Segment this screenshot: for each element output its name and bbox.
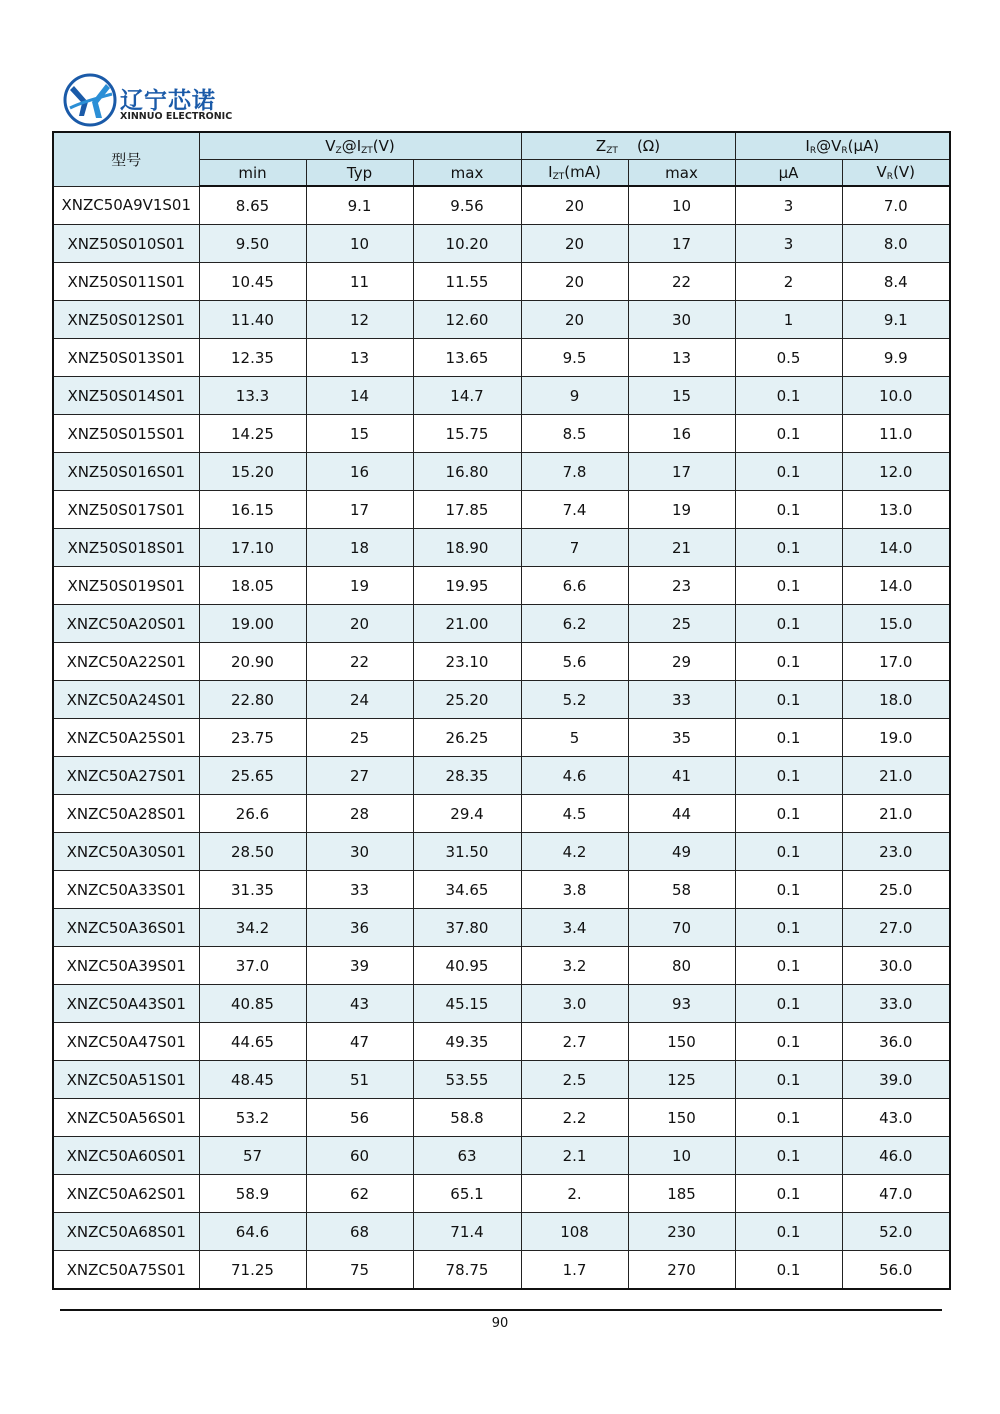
- cell-ir: 0.1: [735, 377, 842, 415]
- table-row: [53, 871, 950, 909]
- cell-vz-typ: 39: [306, 947, 413, 985]
- table-row: [53, 301, 950, 339]
- cell-vz-min: 13.3: [199, 377, 306, 415]
- cell-vr: 21.0: [842, 757, 950, 795]
- cell-vz-max: 29.4: [413, 795, 521, 833]
- cell-vr: 12.0: [842, 453, 950, 491]
- cell-ir: 0.1: [735, 1099, 842, 1137]
- cell-ir: 0.1: [735, 681, 842, 719]
- cell-vz-min: 15.20: [199, 453, 306, 491]
- cell-vz-min: 26.6: [199, 795, 306, 833]
- cell-ir: 0.1: [735, 529, 842, 567]
- cell-vz-max: 37.80: [413, 909, 521, 947]
- cell-model: XNZ50S010S01: [53, 225, 199, 263]
- cell-model: XNZ50S014S01: [53, 377, 199, 415]
- cell-vz-min: 8.65: [199, 186, 306, 225]
- cell-vr: 33.0: [842, 985, 950, 1023]
- logo-chinese-name: 辽宁芯诺: [120, 88, 216, 114]
- cell-zzt-max: 25: [628, 605, 735, 643]
- cell-vz-max: 16.80: [413, 453, 521, 491]
- cell-zzt-max: 70: [628, 909, 735, 947]
- header-model: 型号: [53, 132, 199, 186]
- cell-izt: 3.8: [521, 871, 628, 909]
- table-row: [53, 377, 950, 415]
- cell-model: XNZ50S018S01: [53, 529, 199, 567]
- cell-izt: 6.2: [521, 605, 628, 643]
- cell-zzt-max: 22: [628, 263, 735, 301]
- cell-model: XNZC50A62S01: [53, 1175, 199, 1213]
- cell-model: XNZC50A51S01: [53, 1061, 199, 1099]
- cell-vz-typ: 43: [306, 985, 413, 1023]
- cell-model: XNZC50A60S01: [53, 1137, 199, 1175]
- cell-vz-typ: 75: [306, 1251, 413, 1290]
- cell-ir: 3: [735, 225, 842, 263]
- cell-zzt-max: 41: [628, 757, 735, 795]
- cell-vz-max: 31.50: [413, 833, 521, 871]
- cell-izt: 6.6: [521, 567, 628, 605]
- cell-model: XNZ50S016S01: [53, 453, 199, 491]
- cell-ir: 0.1: [735, 491, 842, 529]
- cell-model: XNZC50A22S01: [53, 643, 199, 681]
- cell-ir: 0.1: [735, 757, 842, 795]
- cell-zzt-max: 44: [628, 795, 735, 833]
- cell-vr: 17.0: [842, 643, 950, 681]
- cell-model: XNZ50S015S01: [53, 415, 199, 453]
- cell-model: XNZC50A28S01: [53, 795, 199, 833]
- cell-vr: 52.0: [842, 1213, 950, 1251]
- cell-vz-typ: 27: [306, 757, 413, 795]
- cell-model: XNZC50A75S01: [53, 1251, 199, 1290]
- cell-vz-max: 26.25: [413, 719, 521, 757]
- cell-zzt-max: 58: [628, 871, 735, 909]
- cell-vz-max: 49.35: [413, 1023, 521, 1061]
- table-row: [53, 1213, 950, 1251]
- cell-zzt-max: 93: [628, 985, 735, 1023]
- cell-zzt-max: 270: [628, 1251, 735, 1290]
- cell-vz-min: 31.35: [199, 871, 306, 909]
- logo-english-name: XINNUO ELECTRONIC: [120, 111, 233, 122]
- cell-vz-typ: 14: [306, 377, 413, 415]
- cell-vz-max: 53.55: [413, 1061, 521, 1099]
- header-vz-typ: Typ: [306, 160, 413, 187]
- cell-zzt-max: 150: [628, 1099, 735, 1137]
- cell-model: XNZC50A68S01: [53, 1213, 199, 1251]
- cell-vz-min: 9.50: [199, 225, 306, 263]
- cell-vz-typ: 25: [306, 719, 413, 757]
- cell-vz-min: 53.2: [199, 1099, 306, 1137]
- company-logo: [62, 72, 262, 128]
- cell-vz-typ: 12: [306, 301, 413, 339]
- cell-vr: 47.0: [842, 1175, 950, 1213]
- cell-model: XNZ50S019S01: [53, 567, 199, 605]
- table-row: [53, 1099, 950, 1137]
- table-row: [53, 225, 950, 263]
- header-izt: $I_{ZT}(mA)$: [521, 160, 628, 187]
- cell-zzt-max: 35: [628, 719, 735, 757]
- table-row: [53, 985, 950, 1023]
- cell-vr: 27.0: [842, 909, 950, 947]
- table-row: [53, 909, 950, 947]
- cell-ir: 0.1: [735, 415, 842, 453]
- cell-model: XNZC50A33S01: [53, 871, 199, 909]
- xinnuo-logo-icon: [62, 72, 118, 128]
- header-vr: $V_R(V)$: [842, 160, 950, 187]
- cell-izt: 7.8: [521, 453, 628, 491]
- cell-vz-min: 40.85: [199, 985, 306, 1023]
- cell-izt: 3.0: [521, 985, 628, 1023]
- cell-vz-max: 40.95: [413, 947, 521, 985]
- table-row: [53, 605, 950, 643]
- cell-vr: 13.0: [842, 491, 950, 529]
- cell-vr: 56.0: [842, 1251, 950, 1290]
- table-row: [53, 947, 950, 985]
- cell-vr: 8.4: [842, 263, 950, 301]
- cell-vz-min: 44.65: [199, 1023, 306, 1061]
- cell-izt: 4.6: [521, 757, 628, 795]
- cell-ir: 0.1: [735, 453, 842, 491]
- cell-vz-typ: 28: [306, 795, 413, 833]
- table-row: [53, 681, 950, 719]
- cell-ir: 0.1: [735, 567, 842, 605]
- cell-ir: 0.1: [735, 833, 842, 871]
- cell-vz-typ: 13: [306, 339, 413, 377]
- cell-vz-min: 11.40: [199, 301, 306, 339]
- cell-vz-typ: 11: [306, 263, 413, 301]
- cell-model: XNZC50A24S01: [53, 681, 199, 719]
- cell-zzt-max: 15: [628, 377, 735, 415]
- cell-model: XNZC50A47S01: [53, 1023, 199, 1061]
- cell-vz-typ: 47: [306, 1023, 413, 1061]
- cell-vr: 10.0: [842, 377, 950, 415]
- cell-zzt-max: 49: [628, 833, 735, 871]
- table-row: [53, 186, 950, 225]
- cell-izt: 9.5: [521, 339, 628, 377]
- cell-vz-max: 71.4: [413, 1213, 521, 1251]
- table-row: [53, 415, 950, 453]
- cell-izt: 7.4: [521, 491, 628, 529]
- cell-vz-max: 45.15: [413, 985, 521, 1023]
- cell-ir: 0.1: [735, 1175, 842, 1213]
- cell-vz-max: 65.1: [413, 1175, 521, 1213]
- cell-zzt-max: 13: [628, 339, 735, 377]
- cell-zzt-max: 185: [628, 1175, 735, 1213]
- cell-izt: 3.2: [521, 947, 628, 985]
- cell-izt: 4.5: [521, 795, 628, 833]
- cell-vz-max: 25.20: [413, 681, 521, 719]
- cell-ir: 0.1: [735, 1213, 842, 1251]
- cell-model: XNZC50A25S01: [53, 719, 199, 757]
- cell-vz-min: 57: [199, 1137, 306, 1175]
- cell-vr: 9.1: [842, 301, 950, 339]
- zener-spec-table: [52, 131, 951, 1290]
- cell-vz-min: 20.90: [199, 643, 306, 681]
- cell-izt: 8.5: [521, 415, 628, 453]
- cell-vz-min: 14.25: [199, 415, 306, 453]
- cell-vr: 23.0: [842, 833, 950, 871]
- cell-vz-max: 14.7: [413, 377, 521, 415]
- cell-vr: 11.0: [842, 415, 950, 453]
- cell-ir: 3: [735, 186, 842, 225]
- cell-vz-typ: 17: [306, 491, 413, 529]
- cell-model: XNZC50A39S01: [53, 947, 199, 985]
- table-row: [53, 491, 950, 529]
- cell-ir: 0.1: [735, 643, 842, 681]
- cell-model: XNZC50A36S01: [53, 909, 199, 947]
- cell-ir: 0.1: [735, 605, 842, 643]
- cell-vz-max: 63: [413, 1137, 521, 1175]
- cell-vz-max: 78.75: [413, 1251, 521, 1290]
- cell-ir: 0.1: [735, 795, 842, 833]
- cell-zzt-max: 80: [628, 947, 735, 985]
- cell-model: XNZ50S012S01: [53, 301, 199, 339]
- cell-vz-max: 9.56: [413, 186, 521, 225]
- cell-izt: 4.2: [521, 833, 628, 871]
- cell-vz-typ: 68: [306, 1213, 413, 1251]
- cell-zzt-max: 230: [628, 1213, 735, 1251]
- cell-izt: 3.4: [521, 909, 628, 947]
- cell-vz-max: 17.85: [413, 491, 521, 529]
- header-vz-min: min: [199, 160, 306, 187]
- cell-izt: 2.5: [521, 1061, 628, 1099]
- cell-izt: 20: [521, 263, 628, 301]
- table-row: [53, 795, 950, 833]
- cell-zzt-max: 125: [628, 1061, 735, 1099]
- cell-model: XNZ50S011S01: [53, 263, 199, 301]
- cell-ir: 0.1: [735, 871, 842, 909]
- table-row: [53, 643, 950, 681]
- cell-zzt-max: 10: [628, 1137, 735, 1175]
- cell-izt: 5.6: [521, 643, 628, 681]
- cell-vr: 39.0: [842, 1061, 950, 1099]
- header-zzt-group: $Z_{ZT}$ (Ω): [521, 132, 735, 160]
- cell-vz-max: 12.60: [413, 301, 521, 339]
- cell-vr: 25.0: [842, 871, 950, 909]
- cell-vz-typ: 56: [306, 1099, 413, 1137]
- cell-ir: 1: [735, 301, 842, 339]
- cell-vz-typ: 22: [306, 643, 413, 681]
- cell-vz-typ: 51: [306, 1061, 413, 1099]
- cell-izt: 20: [521, 225, 628, 263]
- cell-model: XNZ50S013S01: [53, 339, 199, 377]
- table-row: [53, 1061, 950, 1099]
- cell-vz-min: 18.05: [199, 567, 306, 605]
- cell-izt: 20: [521, 186, 628, 225]
- cell-ir: 0.5: [735, 339, 842, 377]
- cell-vz-typ: 10: [306, 225, 413, 263]
- cell-vz-max: 23.10: [413, 643, 521, 681]
- cell-vr: 18.0: [842, 681, 950, 719]
- cell-vz-max: 58.8: [413, 1099, 521, 1137]
- cell-zzt-max: 17: [628, 225, 735, 263]
- header-ir-ua: μA: [735, 160, 842, 187]
- cell-vr: 21.0: [842, 795, 950, 833]
- table-row: [53, 1251, 950, 1290]
- cell-izt: 5: [521, 719, 628, 757]
- table-row: [53, 263, 950, 301]
- cell-zzt-max: 10: [628, 186, 735, 225]
- cell-ir: 0.1: [735, 1251, 842, 1290]
- header-ir-group: $I_R@V_R(\mu A)$: [735, 132, 950, 160]
- cell-vz-max: 18.90: [413, 529, 521, 567]
- cell-vz-max: 13.65: [413, 339, 521, 377]
- cell-ir: 0.1: [735, 909, 842, 947]
- cell-vz-min: 58.9: [199, 1175, 306, 1213]
- cell-model: XNZC50A9V1S01: [53, 186, 199, 225]
- cell-izt: 7: [521, 529, 628, 567]
- cell-vr: 19.0: [842, 719, 950, 757]
- cell-izt: 2.2: [521, 1099, 628, 1137]
- cell-vz-min: 28.50: [199, 833, 306, 871]
- table-row: [53, 529, 950, 567]
- cell-vz-typ: 60: [306, 1137, 413, 1175]
- cell-vr: 8.0: [842, 225, 950, 263]
- page-number: 90: [491, 1316, 509, 1331]
- cell-izt: 5.2: [521, 681, 628, 719]
- footer-divider: [60, 1309, 942, 1311]
- cell-vz-max: 21.00: [413, 605, 521, 643]
- cell-izt: 2.1: [521, 1137, 628, 1175]
- cell-vz-min: 64.6: [199, 1213, 306, 1251]
- cell-vz-max: 10.20: [413, 225, 521, 263]
- table-row: [53, 833, 950, 871]
- cell-vz-min: 48.45: [199, 1061, 306, 1099]
- cell-vz-typ: 18: [306, 529, 413, 567]
- cell-zzt-max: 16: [628, 415, 735, 453]
- cell-vz-typ: 62: [306, 1175, 413, 1213]
- cell-model: XNZC50A20S01: [53, 605, 199, 643]
- cell-vz-min: 16.15: [199, 491, 306, 529]
- cell-izt: 2.: [521, 1175, 628, 1213]
- header-vz-group: $V_Z@I_{ZT}(V)$: [199, 132, 521, 160]
- cell-ir: 0.1: [735, 1023, 842, 1061]
- cell-zzt-max: 29: [628, 643, 735, 681]
- cell-vr: 15.0: [842, 605, 950, 643]
- cell-izt: 20: [521, 301, 628, 339]
- cell-izt: 9: [521, 377, 628, 415]
- cell-vz-min: 17.10: [199, 529, 306, 567]
- cell-vr: 30.0: [842, 947, 950, 985]
- cell-ir: 0.1: [735, 1061, 842, 1099]
- cell-vz-min: 23.75: [199, 719, 306, 757]
- cell-model: XNZC50A30S01: [53, 833, 199, 871]
- cell-ir: 0.1: [735, 719, 842, 757]
- cell-zzt-max: 150: [628, 1023, 735, 1061]
- cell-vr: 14.0: [842, 567, 950, 605]
- cell-izt: 108: [521, 1213, 628, 1251]
- cell-vz-min: 19.00: [199, 605, 306, 643]
- cell-vz-max: 11.55: [413, 263, 521, 301]
- cell-vr: 9.9: [842, 339, 950, 377]
- cell-zzt-max: 19: [628, 491, 735, 529]
- cell-model: XNZC50A43S01: [53, 985, 199, 1023]
- cell-vz-min: 22.80: [199, 681, 306, 719]
- cell-vz-max: 34.65: [413, 871, 521, 909]
- cell-vr: 36.0: [842, 1023, 950, 1061]
- cell-izt: 2.7: [521, 1023, 628, 1061]
- cell-vz-typ: 15: [306, 415, 413, 453]
- cell-vz-max: 28.35: [413, 757, 521, 795]
- cell-zzt-max: 30: [628, 301, 735, 339]
- cell-vz-typ: 30: [306, 833, 413, 871]
- cell-vz-max: 15.75: [413, 415, 521, 453]
- cell-vz-typ: 20: [306, 605, 413, 643]
- cell-model: XNZ50S017S01: [53, 491, 199, 529]
- cell-ir: 0.1: [735, 947, 842, 985]
- cell-izt: 1.7: [521, 1251, 628, 1290]
- cell-model: XNZC50A56S01: [53, 1099, 199, 1137]
- cell-ir: 0.1: [735, 985, 842, 1023]
- table-row: [53, 1175, 950, 1213]
- cell-vz-min: 25.65: [199, 757, 306, 795]
- cell-ir: 2: [735, 263, 842, 301]
- cell-zzt-max: 21: [628, 529, 735, 567]
- cell-vr: 46.0: [842, 1137, 950, 1175]
- cell-vz-max: 19.95: [413, 567, 521, 605]
- header-vz-max: max: [413, 160, 521, 187]
- cell-vr: 7.0: [842, 186, 950, 225]
- cell-vz-typ: 19: [306, 567, 413, 605]
- cell-vz-min: 34.2: [199, 909, 306, 947]
- table-row: [53, 757, 950, 795]
- cell-model: XNZC50A27S01: [53, 757, 199, 795]
- table-row: [53, 453, 950, 491]
- cell-vz-typ: 33: [306, 871, 413, 909]
- table-row: [53, 1023, 950, 1061]
- cell-vz-min: 71.25: [199, 1251, 306, 1290]
- table-body: [53, 186, 950, 1289]
- table-row: [53, 719, 950, 757]
- table-row: [53, 567, 950, 605]
- cell-vz-min: 12.35: [199, 339, 306, 377]
- cell-vr: 43.0: [842, 1099, 950, 1137]
- cell-vz-typ: 9.1: [306, 186, 413, 225]
- cell-vz-min: 37.0: [199, 947, 306, 985]
- cell-vz-min: 10.45: [199, 263, 306, 301]
- header-zzt-max: max: [628, 160, 735, 187]
- table-row: [53, 339, 950, 377]
- cell-vz-typ: 16: [306, 453, 413, 491]
- table-row: [53, 1137, 950, 1175]
- cell-zzt-max: 17: [628, 453, 735, 491]
- cell-ir: 0.1: [735, 1137, 842, 1175]
- cell-vz-typ: 36: [306, 909, 413, 947]
- cell-vr: 14.0: [842, 529, 950, 567]
- cell-vz-typ: 24: [306, 681, 413, 719]
- cell-zzt-max: 33: [628, 681, 735, 719]
- cell-zzt-max: 23: [628, 567, 735, 605]
